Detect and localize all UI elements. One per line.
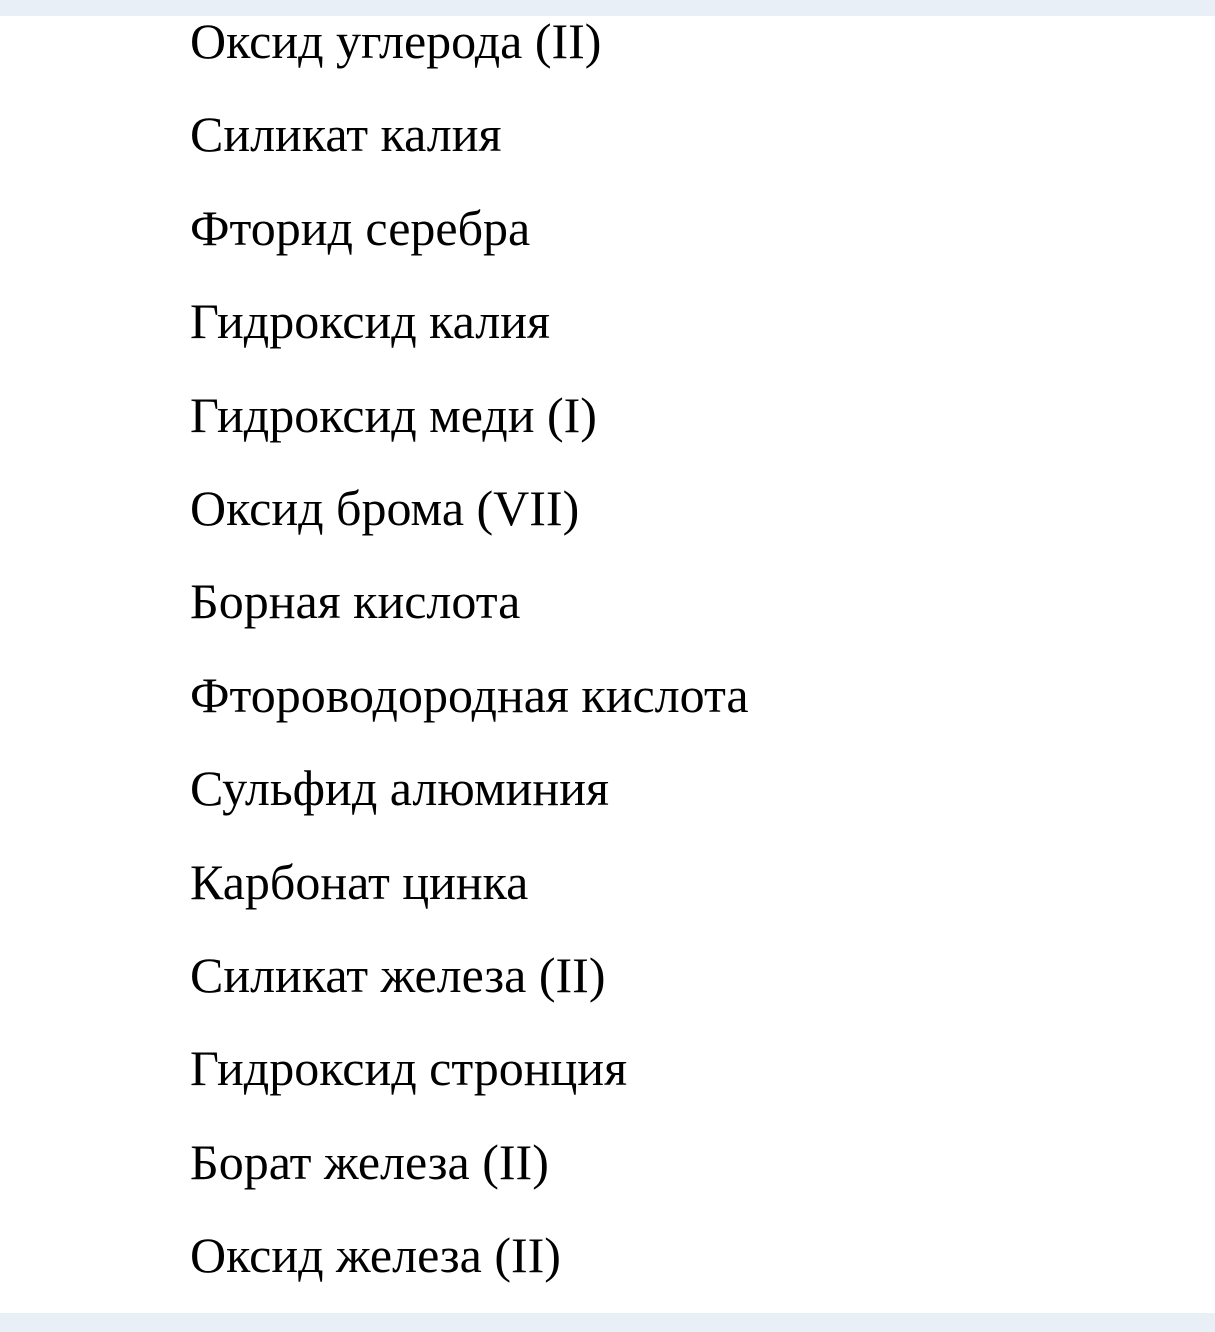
compound-name: Силикат железа (II): [190, 946, 606, 1003]
compound-name: Гидроксид стронция: [190, 1040, 628, 1097]
compound-name: Борат железа (II): [190, 1133, 549, 1190]
compound-name: Фтороводородная кислота: [190, 666, 749, 723]
compound-name: Гидроксид калия: [190, 293, 551, 350]
document-page: [0, 13, 1215, 1313]
compound-name: Гидроксид меди (I): [190, 386, 597, 443]
compound-name: Сульфид алюминия: [190, 760, 609, 817]
compound-name: Оксид брома (VII): [190, 479, 580, 536]
compound-name: Фторид серебра: [190, 199, 531, 256]
compound-name: Оксид углерода (II): [190, 13, 602, 69]
compound-name: Силикат калия: [190, 106, 502, 163]
compound-name: Оксид железа (II): [190, 1227, 561, 1284]
compound-name: Карбонат цинка: [190, 853, 529, 910]
compound-name: Борная кислота: [190, 573, 521, 630]
